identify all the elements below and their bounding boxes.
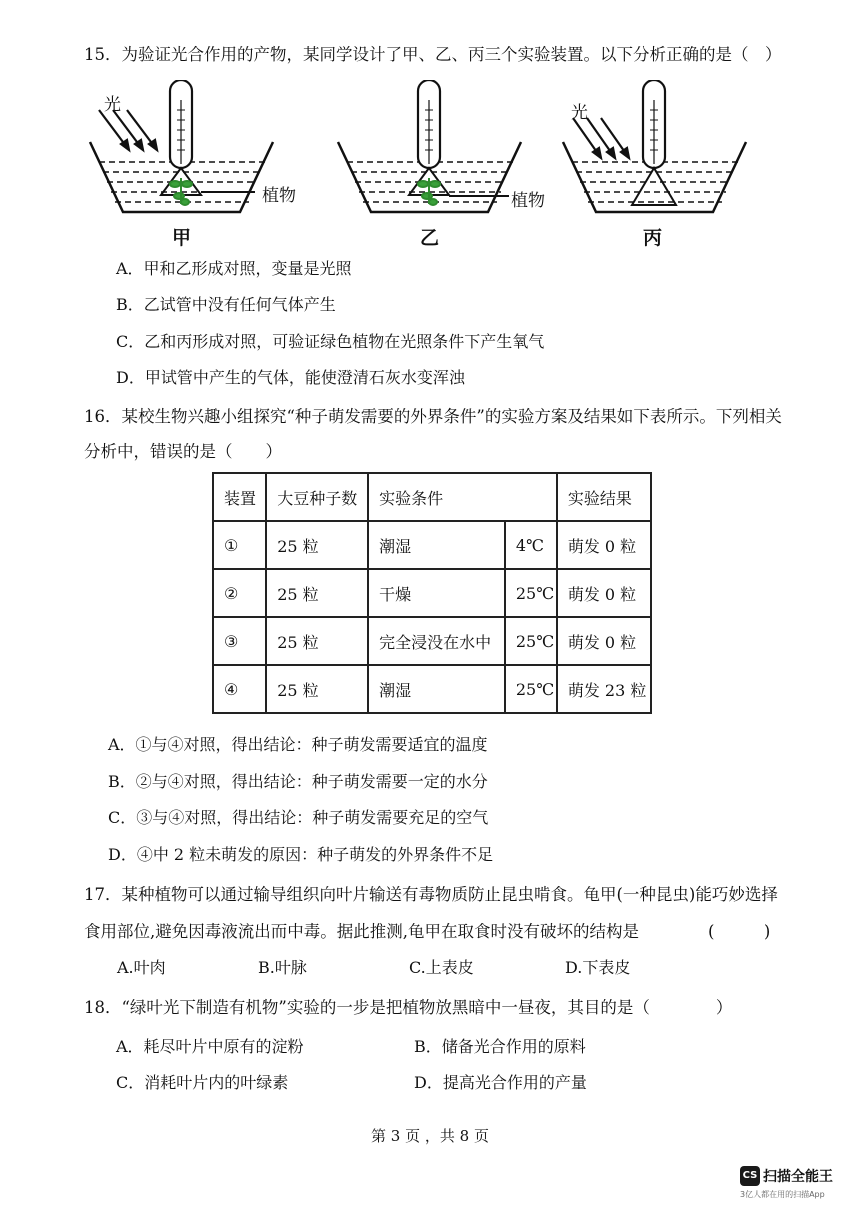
- table-cell: 潮湿: [368, 521, 505, 569]
- q18-option-a: A．耗尽叶片中原有的淀粉: [116, 1037, 304, 1056]
- table-cell: 25℃: [505, 617, 557, 665]
- q17-stem-line2: 食用部位,避免因毒液流出而中毒。据此推测,龟甲在取食时没有破坏的结构是: [84, 922, 639, 941]
- table-cell: 萌发 23 粒: [557, 665, 651, 713]
- q17-option-d: D.下表皮: [565, 958, 631, 977]
- q15-stem: 15．为验证光合作用的产物，某同学设计了甲、乙、丙三个实验装置。以下分析正确的是（ ）: [84, 45, 782, 64]
- q17-option-b: B.叶脉: [258, 958, 307, 977]
- experiment-table: [212, 472, 652, 714]
- table-cell: 25 粒: [266, 569, 368, 617]
- q16-stem-line1: 16．某校生物兴趣小组探究“种子萌发需要的外界条件”的实验方案及结果如下表所示。下列相关: [84, 407, 782, 426]
- plant-label-jia: 植物: [262, 186, 296, 206]
- table-header: 装置: [213, 473, 266, 521]
- q18-stem: 18．“绿叶光下制造有机物”实验的一步是把植物放黑暗中一昼夜，其目的是（ ）: [84, 998, 733, 1017]
- table-cell: 25 粒: [266, 665, 368, 713]
- table-cell: 潮湿: [368, 665, 505, 713]
- q16-option-d: D．④中 2 粒未萌发的原因：种子萌发的外界条件不足: [108, 845, 494, 864]
- funnel: [632, 168, 676, 205]
- q18-option-c: C．消耗叶片内的叶绿素: [116, 1073, 289, 1092]
- table-cell: 25 粒: [266, 521, 368, 569]
- q15-option-a: A．甲和乙形成对照，变量是光照: [116, 259, 352, 278]
- table-cell: 萌发 0 粒: [557, 521, 651, 569]
- caption-jia: 甲: [172, 227, 192, 249]
- q17-stem-line1: 17．某种植物可以通过输导组织向叶片输送有毒物质防止昆虫啃食。龟甲(一种昆虫)能巧妙选择: [84, 885, 778, 904]
- page-number: 第 3 页 ，共 8 页: [371, 1127, 489, 1145]
- table-cell: 4℃: [505, 521, 557, 569]
- table-cell: 25℃: [505, 665, 557, 713]
- table-cell: ③: [213, 617, 266, 665]
- q16-option-b: B．②与④对照，得出结论：种子萌发需要一定的水分: [108, 772, 488, 791]
- apparatus-jia: [85, 80, 365, 220]
- caption-yi: 乙: [420, 227, 440, 249]
- q17-option-a: A.叶肉: [117, 958, 166, 977]
- table-cell: ②: [213, 569, 266, 617]
- watermark-subtitle: 3亿人都在用的扫描App: [740, 1189, 825, 1199]
- table-row: [213, 665, 651, 713]
- plant-label-yi: 植物: [511, 191, 545, 211]
- q17-answer-paren: ( ): [708, 922, 771, 941]
- light-label-jia: 光: [104, 95, 121, 115]
- table-row: [213, 617, 651, 665]
- q15-option-d: D．甲试管中产生的气体，能使澄清石灰水变浑浊: [116, 368, 465, 387]
- table-header: 实验结果: [557, 473, 651, 521]
- q18-option-d: D．提高光合作用的产量: [414, 1073, 587, 1092]
- table-cell: 干燥: [368, 569, 505, 617]
- table-cell: ④: [213, 665, 266, 713]
- table-cell: ①: [213, 521, 266, 569]
- q15-option-b: B．乙试管中没有任何气体产生: [116, 295, 336, 314]
- apparatus-yi: [333, 80, 533, 220]
- watermark-name: 扫描全能王: [763, 1168, 833, 1185]
- table-header: 大豆种子数: [266, 473, 368, 521]
- table-row: [213, 521, 651, 569]
- apparatus-bing: [555, 80, 785, 220]
- q15-option-c: C．乙和丙形成对照，可验证绿色植物在光照条件下产生氧气: [116, 332, 545, 351]
- q16-option-a: A．①与④对照，得出结论：种子萌发需要适宜的温度: [108, 735, 488, 754]
- table-cell: 25℃: [505, 569, 557, 617]
- table-cell: 萌发 0 粒: [557, 617, 651, 665]
- table-header-row: [213, 473, 651, 521]
- q17-option-c: C.上表皮: [409, 958, 474, 977]
- table-row: [213, 569, 651, 617]
- table-cell: 完全浸没在水中: [368, 617, 505, 665]
- table-cell: 萌发 0 粒: [557, 569, 651, 617]
- light-arrows-icon: [573, 118, 629, 158]
- table-cell: 25 粒: [266, 617, 368, 665]
- q18-option-b: B．储备光合作用的原料: [414, 1037, 586, 1056]
- light-label-bing: 光: [571, 103, 588, 123]
- light-arrows-icon: [99, 110, 157, 150]
- q16-option-c: C．③与④对照，得出结论：种子萌发需要充足的空气: [108, 808, 489, 827]
- caption-bing: 丙: [643, 227, 663, 249]
- scanner-watermark: [740, 1165, 852, 1200]
- camscanner-logo-icon: CS: [740, 1166, 760, 1186]
- table-header: 实验条件: [368, 473, 557, 521]
- q16-stem-line2: 分析中，错误的是（ ）: [84, 442, 282, 461]
